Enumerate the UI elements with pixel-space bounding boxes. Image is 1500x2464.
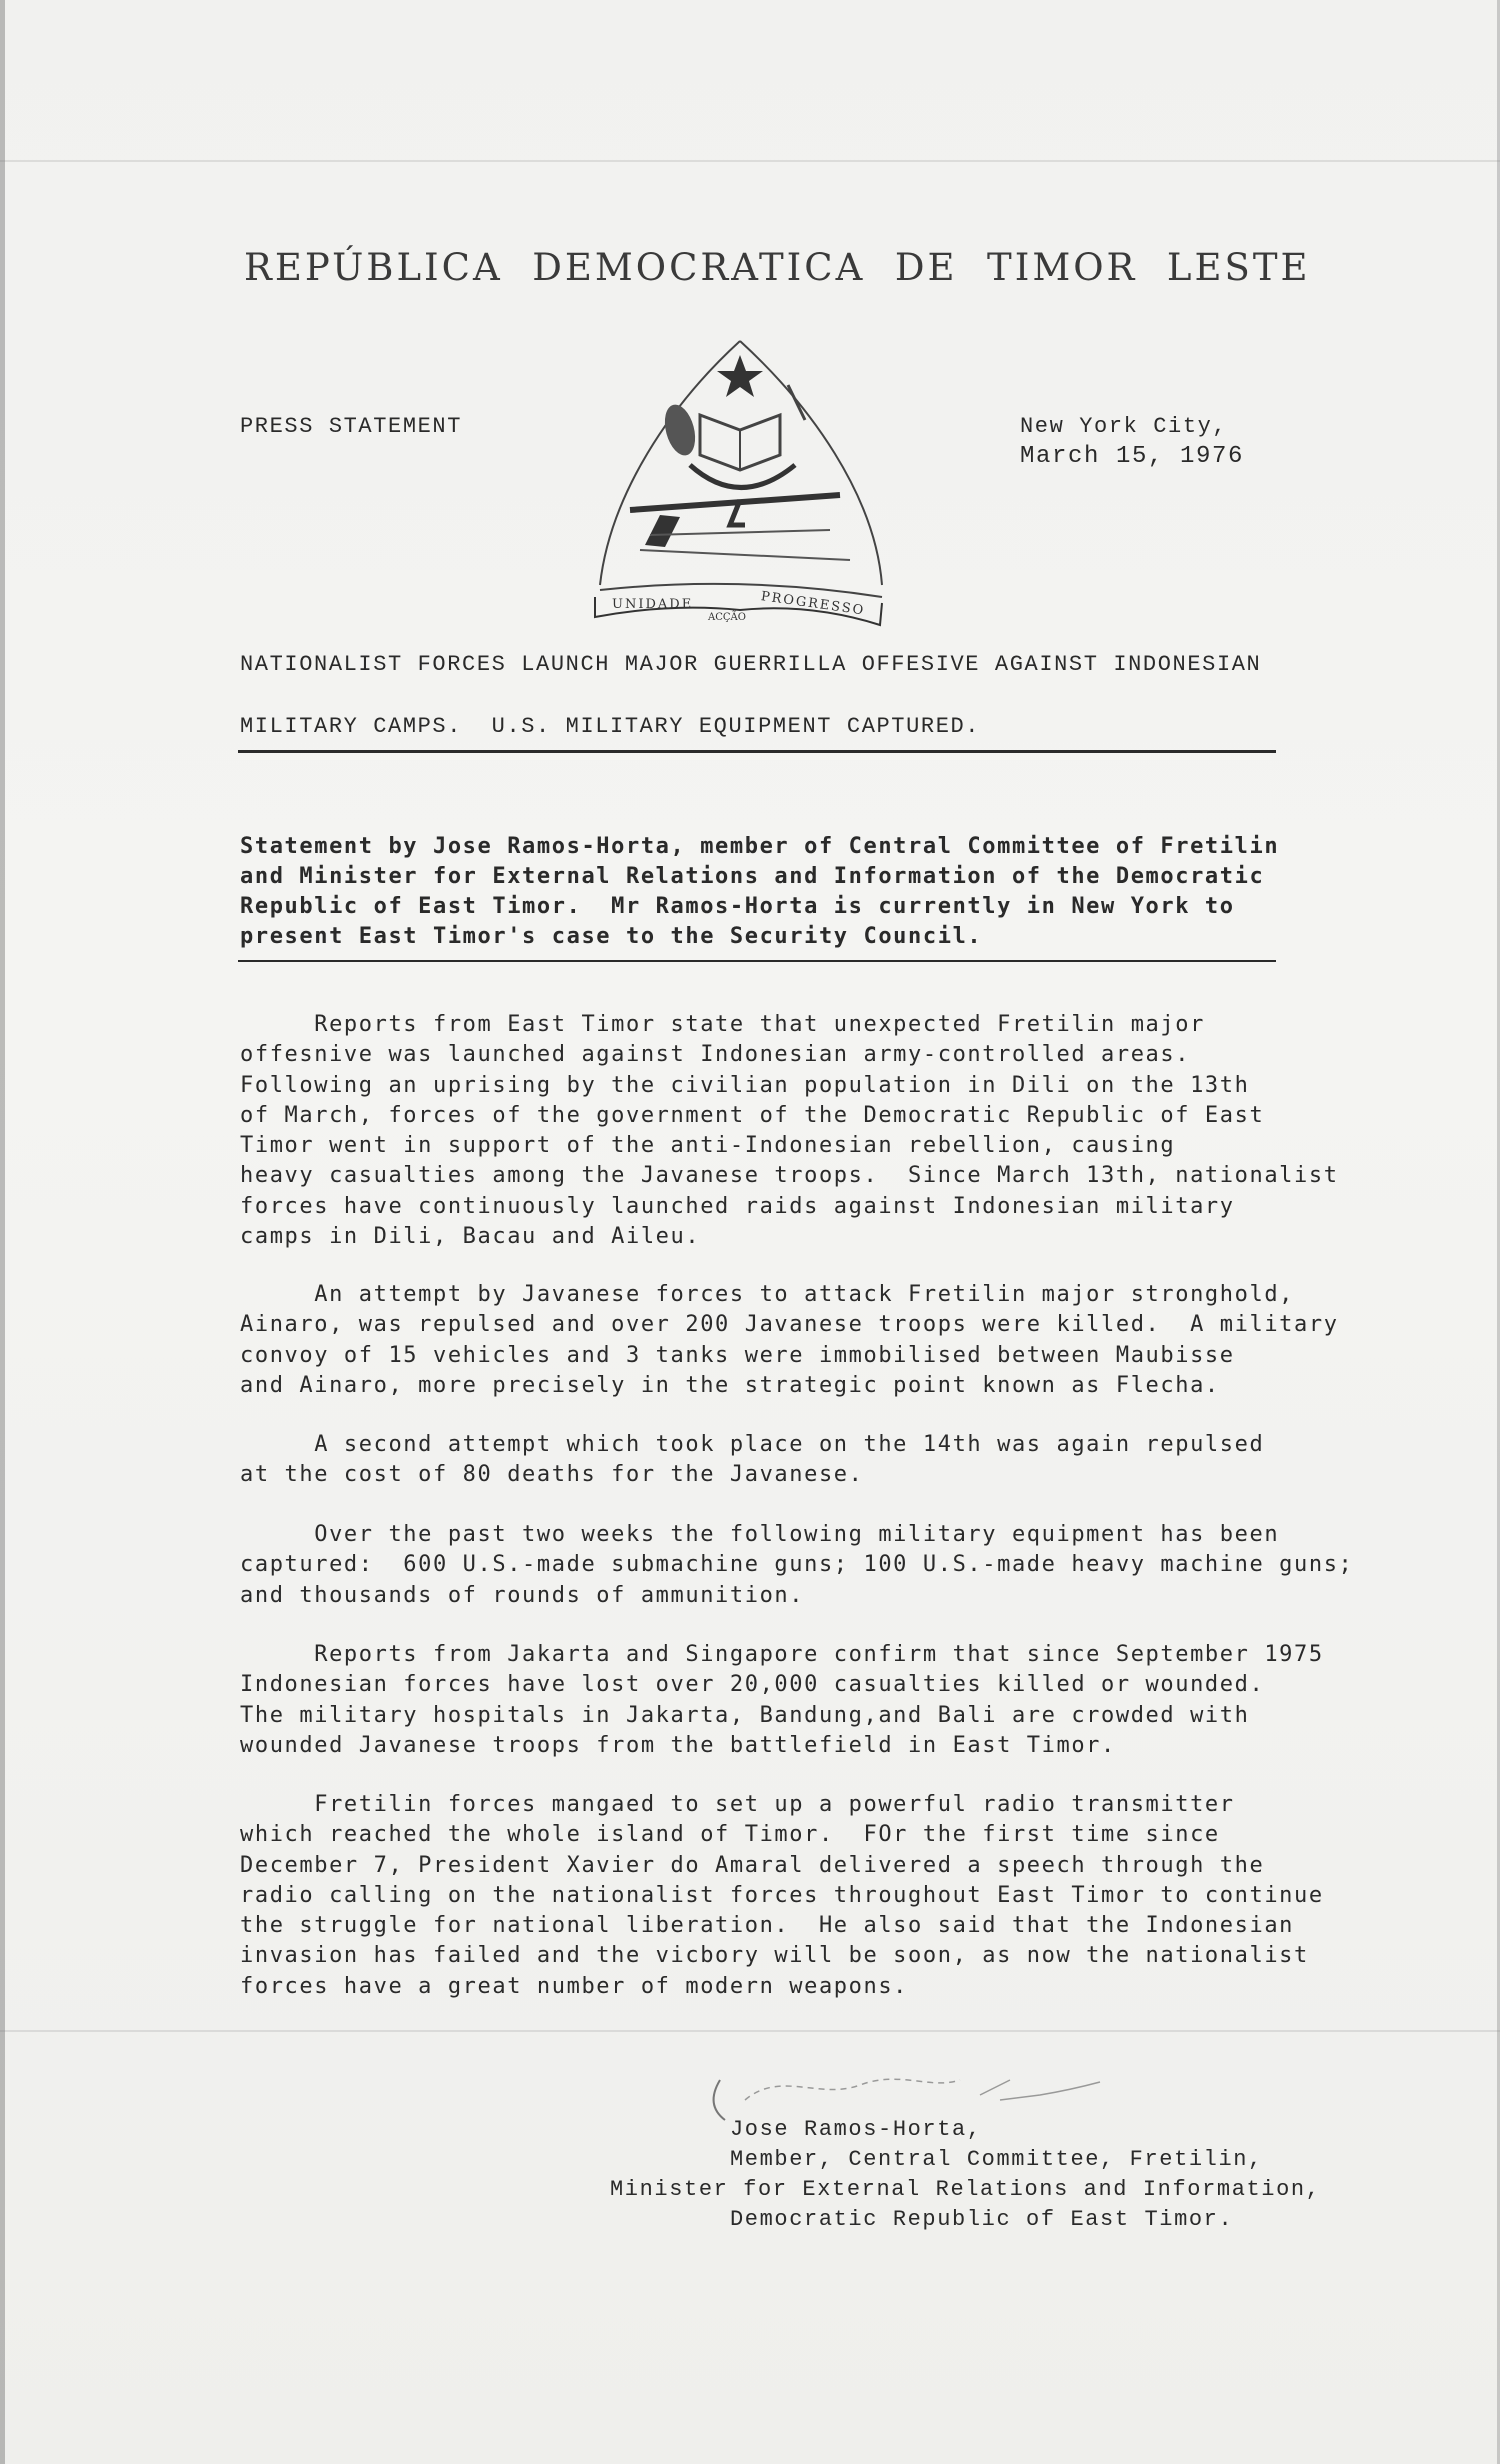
date: March 15, 1976 <box>1020 443 1245 470</box>
signatory-country: Democratic Republic of East Timor. <box>730 2207 1234 2232</box>
signatory-name: Jose Ramos-Horta, <box>730 2117 982 2142</box>
fold-line <box>0 2030 1500 2032</box>
headline-line-1: NATIONALIST FORCES LAUNCH MAJOR GUERRILLA OFFESIVE AGAINST INDONESIAN <box>240 652 1262 677</box>
signatory-title: Member, Central Committee, Fretilin, <box>730 2147 1263 2172</box>
signatory-ministry: Minister for External Relations and Information, <box>610 2177 1321 2202</box>
body-paragraph: Reports from East Timor state that unexpected Fretilin major offesnive was launched against Indonesian army-controlled areas. Following an uprising by the civilian population in Dili on the 13th of March, forces of the government of the Democratic Republic of East Timor went in support of the anti-Indonesian rebellion, causing heavy casualties among the Javanese troops. Since March 13th, nationalist forces have continuously launched raids against Indonesian military camps in Dili, Bacau and Aileu. <box>240 1012 1339 1250</box>
page-edge-left <box>0 0 5 2464</box>
headline-line-2: MILITARY CAMPS. U.S. MILITARY EQUIPMENT CAPTURED. <box>240 714 981 739</box>
letterhead-title: REPÚBLICA DEMOCRATICA DE TIMOR LESTE <box>244 246 1311 289</box>
intro-rule <box>238 960 1276 962</box>
fold-line <box>0 160 1500 162</box>
emblem-motto-right: PROGRESSO <box>759 589 867 619</box>
body-paragraph: Over the past two weeks the following military equipment has been captured: 600 U.S.-made submachine guns; 100 U.S.-made heavy machine guns; and thousands of rounds of ammunition. <box>240 1522 1354 1608</box>
emblem-motto-left: UNIDADE <box>612 597 694 612</box>
body-paragraph: An attempt by Javanese forces to attack Fretilin major stronghold, Ainaro, was repulsed and over 200 Javanese troops were killed. A military convoy of 15 vehicles and 3 tanks were immobilised between Maubisse and Ainaro, more precisely in the strategic point known as Flecha. <box>240 1282 1339 1398</box>
grenade-icon <box>660 401 701 458</box>
emblem-motto-center: ACÇÃO <box>708 612 746 623</box>
body-paragraph: A second attempt which took place on the 14th was again repulsed at the cost of 80 deaths for the Javanese. <box>240 1432 1265 1488</box>
location: New York City, <box>1020 414 1228 439</box>
intro-statement: Statement by Jose Ramos-Horta, member of Central Committee of Fretilin and Minister for External Relations and Information of the Democratic Republic of East Timor. Mr Ramos-Horta is currently in New York to present East Timor's case to the Security Council. <box>240 834 1280 949</box>
headline-rule <box>238 750 1276 753</box>
star-icon <box>717 355 763 397</box>
national-emblem-icon <box>590 335 890 635</box>
body-paragraph: Fretilin forces mangaed to set up a powerful radio transmitter which reached the whole island of Timor. FOr the first time since December 7, President Xavier do Amaral delivered a speech through the radio calling on the nationalist forces throughout East Timor to continue the struggle for national liberation. He also said that the Indonesian invasion has failed and the vicbory will be soon, as now the nationalist forces have a great number of modern weapons. <box>240 1792 1324 1999</box>
body-paragraph: Reports from Jakarta and Singapore confirm that since September 1975 Indonesian forces have lost over 20,000 casualties killed or wounded. The military hospitals in Jakarta, Bandung,and Bali are crowded with wounded Javanese troops from the battlefield in East Timor. <box>240 1642 1324 1758</box>
press-statement-label: PRESS STATEMENT <box>240 414 463 439</box>
